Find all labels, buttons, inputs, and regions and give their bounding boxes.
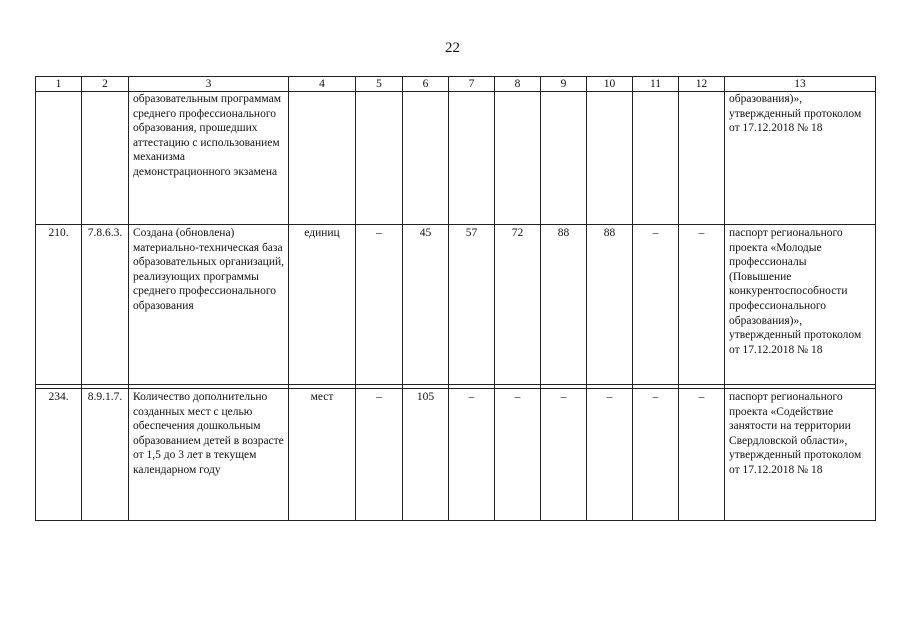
row-unit: единиц — [289, 225, 356, 385]
row-code: 7.8.6.3. — [82, 225, 129, 385]
table-row — [36, 225, 876, 385]
row-number: 210. — [36, 225, 82, 385]
row-value: – — [633, 225, 679, 385]
column-header: 3 — [129, 77, 289, 92]
row-value: – — [679, 389, 725, 521]
row-code — [82, 92, 129, 225]
table-row — [36, 389, 876, 521]
row-value — [356, 92, 403, 225]
row-source: паспорт регионального проекта «Молодые профессионалы (Повышение конкурентоспособности профессионального образования)», утвержденный протоколом от 17.12.2018 № 18 — [725, 225, 876, 385]
column-header: 5 — [356, 77, 403, 92]
row-value: 105 — [403, 389, 449, 521]
indicators-table — [35, 76, 876, 521]
column-header: 7 — [449, 77, 495, 92]
column-header: 12 — [679, 77, 725, 92]
row-value: 45 — [403, 225, 449, 385]
row-value: 88 — [587, 225, 633, 385]
row-value: – — [541, 389, 587, 521]
row-value: – — [356, 389, 403, 521]
row-value — [449, 92, 495, 225]
row-value: 57 — [449, 225, 495, 385]
row-description: Количество дополнительно созданных мест с целью обеспечения дошкольным образованием детей в возрасте от 1,5 до 3 лет в текущем календарном году — [129, 389, 289, 521]
row-code: 8.9.1.7. — [82, 389, 129, 521]
row-source: образования)», утвержденный протоколом от 17.12.2018 № 18 — [725, 92, 876, 225]
page-number: 22 — [445, 40, 460, 56]
row-unit — [289, 92, 356, 225]
row-value — [495, 92, 541, 225]
table-row — [36, 92, 876, 225]
row-value: – — [679, 225, 725, 385]
row-value — [541, 92, 587, 225]
column-header: 10 — [587, 77, 633, 92]
row-value: – — [356, 225, 403, 385]
row-description: образовательным программам среднего профессионального образования, прошедших аттестацию с использованием механизма демонстрационного экзамена — [129, 92, 289, 225]
column-header: 1 — [36, 77, 82, 92]
row-value: – — [587, 389, 633, 521]
row-unit: мест — [289, 389, 356, 521]
column-header: 13 — [725, 77, 876, 92]
column-number-row — [36, 77, 876, 92]
row-value — [679, 92, 725, 225]
column-header: 4 — [289, 77, 356, 92]
row-number: 234. — [36, 389, 82, 521]
column-header: 6 — [403, 77, 449, 92]
row-value: – — [633, 389, 679, 521]
row-value — [633, 92, 679, 225]
row-value — [587, 92, 633, 225]
row-value: – — [495, 389, 541, 521]
row-source: паспорт регионального проекта «Содействие занятости на территории Свердловской области», утвержденный протоколом от 17.12.2018 № 18 — [725, 389, 876, 521]
column-header: 2 — [82, 77, 129, 92]
row-number — [36, 92, 82, 225]
column-header: 11 — [633, 77, 679, 92]
row-value: 72 — [495, 225, 541, 385]
column-header: 8 — [495, 77, 541, 92]
row-value: 88 — [541, 225, 587, 385]
row-description: Создана (обновлена) материально-техническая база образовательных организаций, реализующих программы среднего профессионального образования — [129, 225, 289, 385]
row-value: – — [449, 389, 495, 521]
column-header: 9 — [541, 77, 587, 92]
row-value — [403, 92, 449, 225]
